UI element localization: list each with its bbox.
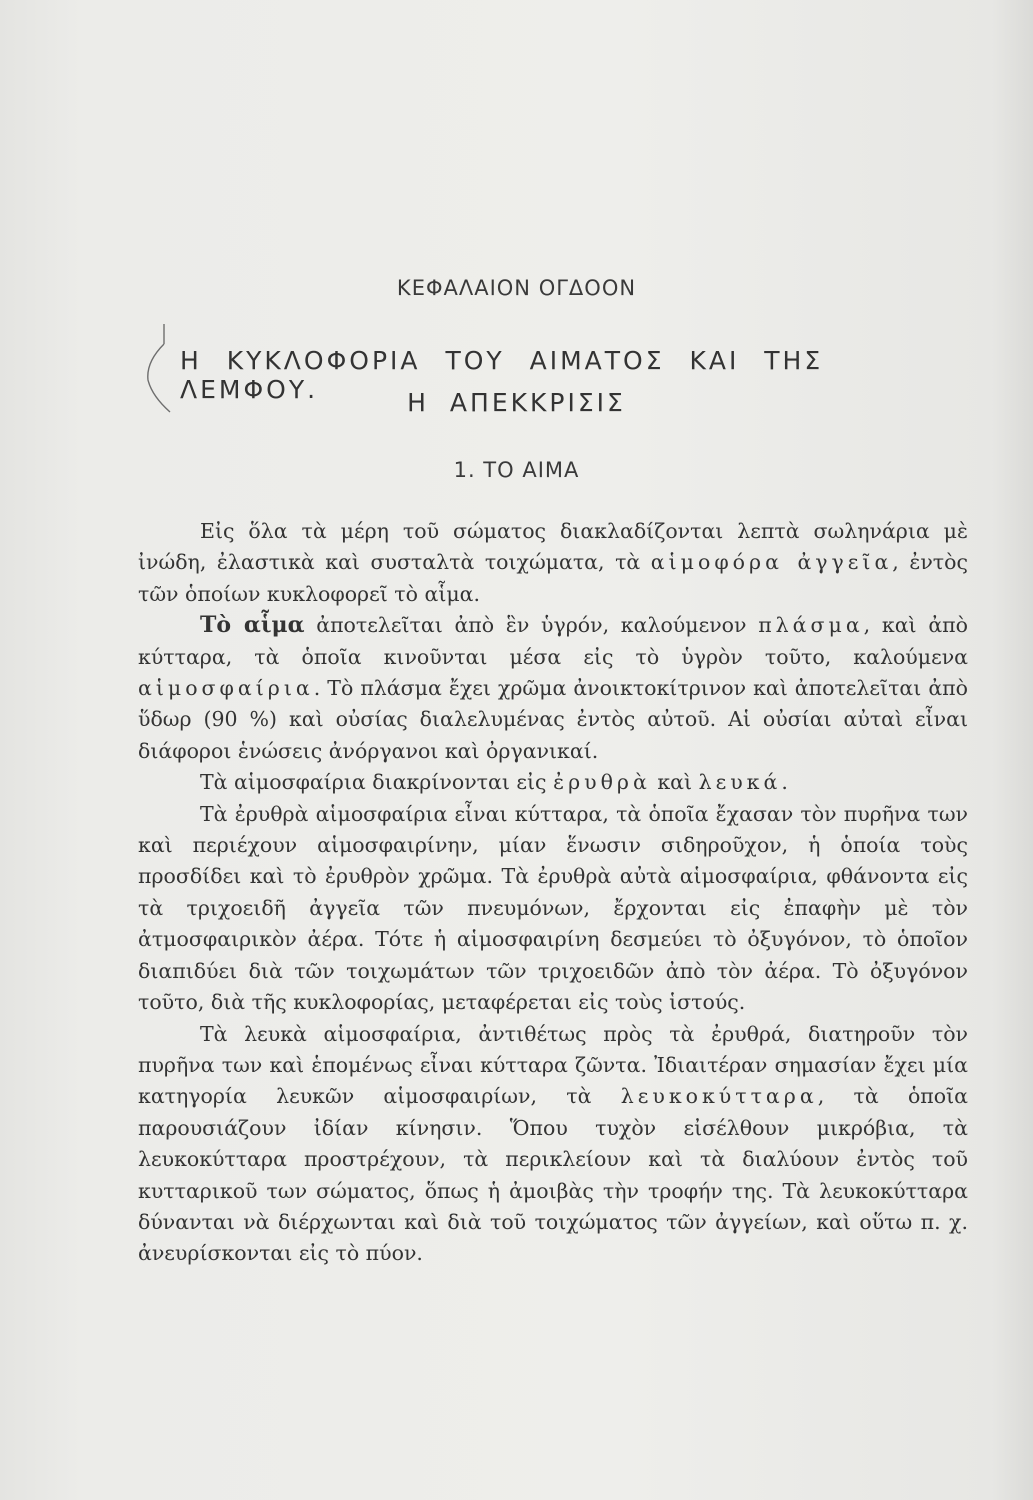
chapter-title-line1: Η ΚΥΚΛΟΦΟΡΙΑ ΤΟΥ ΑΙΜΑΤΟΣ ΚΑΙ ΤΗΣ ΛΕΜΦΟΥ. [180,346,824,404]
term-leukocytes: λευκοκύτταρα [620,1084,818,1109]
term-blood: Τὸ αἷμα [200,612,305,639]
term-white: λευκά. [698,770,792,795]
paragraph-3: Τὰ αἱμοσφαίρια διακρίνονται εἰς ἐρυθρὰ καὶ λευκά. [200,770,792,795]
paragraph-5: Τὰ λευκὰ αἱμοσφαίρια, ἀντιθέτως πρὸς τὰ ἐρυθρά, διατηροῦν τὸν πυρῆνα των καὶ ἑπομένως εἶναι κύτταρα ζῶντα. Ἰδιαιτέραν σημασίαν ἔχει μία κατηγορία λευκῶν αἱμοσφαιρίων, τὰ λευκοκύτταρα, τὰ ὁποῖα παρουσιάζουν ἰδίαν κίνησιν. Ὅπου τυχὸν εἰσέλθουν μικρόβια, τὰ λευκοκύτταρα προστρέχουν, τὰ περικλείουν καὶ τὰ διαλύουν ἐντὸς τοῦ κυτταρικοῦ των σώματος, ὅπως ἡ ἀμοιβὰς τὴν τροφήν της. Τὰ λευκοκύτταρα δύνανται νὰ διέρχωνται καὶ διὰ τοῦ τοιχώματος τῶν ἀγγείων, καὶ οὕτω π. χ. ἀνευρίσκονται εἰς τὸ πύον. [138,1021,968,1266]
body-text [138,516,968,1270]
chapter-heading: ΚΕΦΑΛΑΙΟΝ ΟΓΔΟΟΝ [396,276,637,300]
chapter-title-line2: Η ΑΠΕΚΚΡΙΣΙΣ [407,388,626,417]
paragraph-4: Τὰ ἐρυθρὰ αἱμοσφαίρια εἶναι κύτταρα, τὰ ὁποῖα ἔχασαν τὸν πυρῆνα των καὶ περιέχουν αἱμοσφαιρίνην, μίαν ἕνωσιν σιδηροῦχον, ἡ ὁποία τοὺς προσδίδει καὶ τὸ ἐρυθρὸν χρῶμα. Τὰ ἐρυθρὰ αὐτὰ αἱμοσφαίρια, φθάνοντα εἰς τὰ τριχοειδῆ ἀγγεῖα τῶν πνευμόνων, ἔρχονται εἰς ἐπαφὴν μὲ τὸν ἀτμοσφαιρικὸν ἀέρα. Τότε ἡ αἱμοσφαιρίνη δεσμεύει τὸ ὀξυγόνον, τὸ ὁποῖον διαπιδύει διὰ τῶν τοιχωμάτων τῶν τριχοειδῶν ἀπὸ τὸν ἀέρα. Τὸ ὀξυγόνον τοῦτο, διὰ τῆς κυκλοφορίας, μεταφέρεται εἰς τοὺς ἱστούς. [138,801,968,1015]
paragraph-1: Εἰς ὅλα τὰ μέρη τοῦ σώματος διακλαδίζονται λεπτὰ σωληνάρια μὲ ἰνώδη, ἐλαστικὰ καὶ συσταλτὰ τοιχώματα, τὰ αἱμοφόρα ἀγγεῖα, ἐντὸς τῶν ὁποίων κυκλοφορεῖ τὸ αἷμα. [138,519,968,606]
term-plasma: πλάσμα [758,613,864,638]
paragraph-2: Τὸ αἷμα ἀποτελεῖται ἀπὸ ἓν ὑγρόν, καλούμενον πλάσμα, καὶ ἀπὸ κύτταρα, τὰ ὁποῖα κινοῦνται μέσα εἰς τὸ ὑγρὸν τοῦτο, καλούμενα αἱμοσφαίρια. Τὸ πλάσμα ἔχει χρῶμα ἀνοικτοκίτρινον καὶ ἀποτελεῖται ἀπὸ ὕδωρ (90 %) καὶ οὐσίας διαλελυμένας ἐντὸς αὐτοῦ. Αἱ οὐσίαι αὐταὶ εἶναι διάφοροι ἑνώσεις ἀνόργανοι καὶ ὀργανικαί. [138,612,968,763]
section-heading: 1. ΤΟ ΑΙΜΑ [453,458,580,482]
term-blood-vessels: αἱμοφόρα ἀγγεῖα [650,550,893,575]
term-red: ἐρυθρὰ [553,770,651,795]
term-blood-cells: αἱμοσφαίρια [138,676,314,701]
